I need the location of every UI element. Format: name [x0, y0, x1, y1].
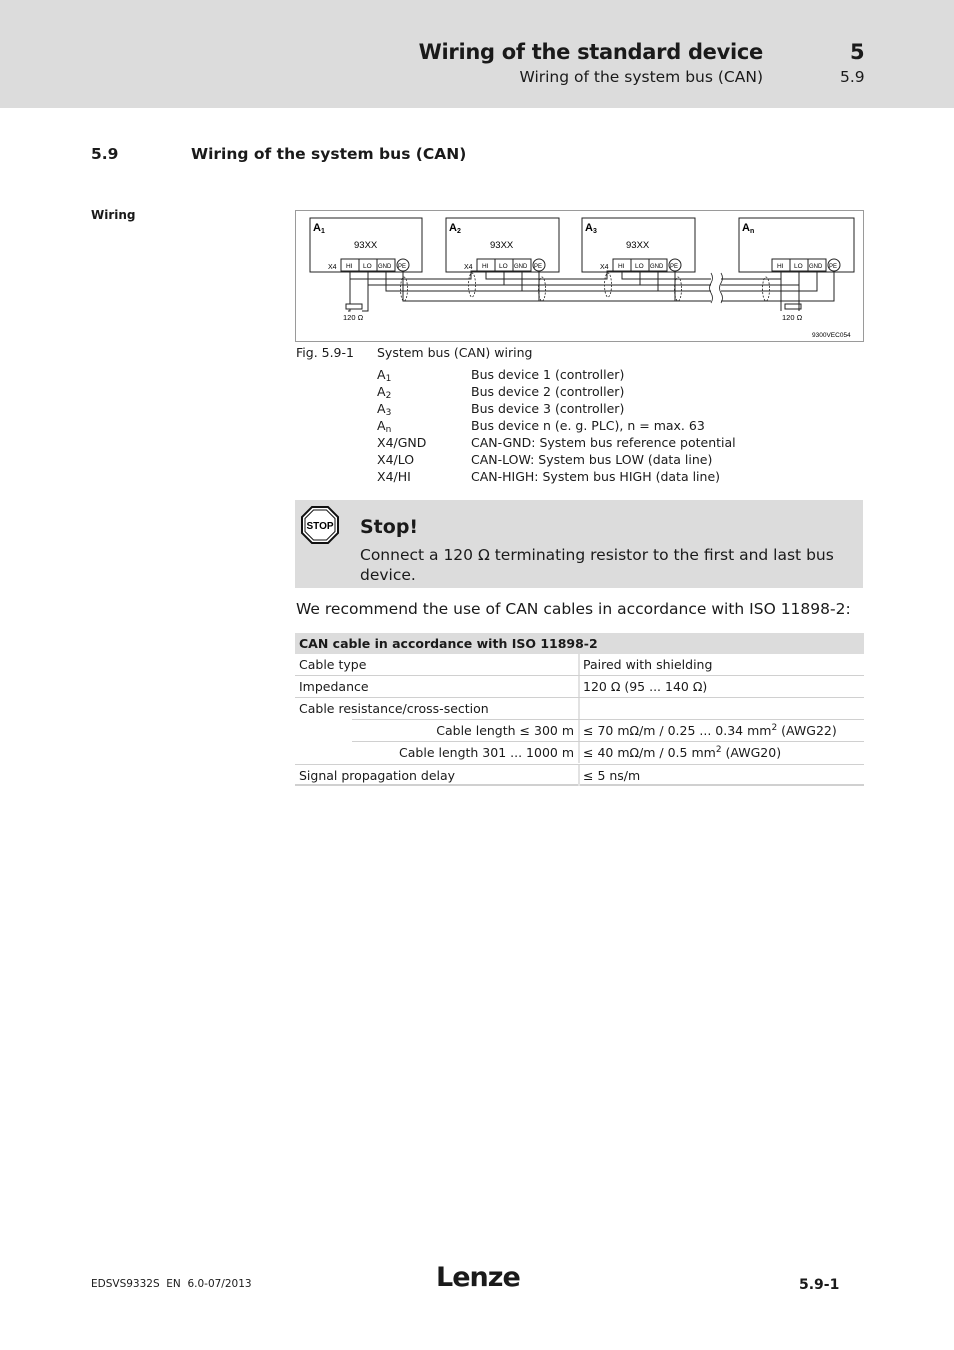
svg-text:PE: PE: [670, 264, 679, 270]
side-label: Wiring: [91, 208, 136, 222]
device-model-a1: 93XX: [354, 240, 378, 251]
svg-text:LO: LO: [635, 263, 644, 270]
figure-caption: System bus (CAN) wiring: [377, 345, 533, 360]
table-cell-value: ≤ 5 ns/m: [583, 768, 641, 783]
header-title: Wiring of the standard device: [418, 40, 763, 64]
header-subtitle: Wiring of the system bus (CAN): [519, 68, 763, 86]
figure-code: 9300VEC054: [812, 332, 851, 339]
table-cell-value: ≤ 40 mΩ/m / 0.5 $mm^2$ (AWG20): [583, 745, 782, 761]
terminating-resistor-first: [346, 279, 368, 311]
legend-symbol: $A_1$: [377, 367, 392, 384]
svg-text:GND: GND: [514, 264, 528, 270]
terminal-block-a2: [477, 259, 545, 271]
table-row: [295, 676, 864, 698]
legend-description: CAN-HIGH: System bus HIGH (data line): [471, 469, 721, 484]
legend-description: CAN-LOW: System bus LOW (data line): [471, 452, 713, 467]
svg-text:LO: LO: [363, 263, 372, 270]
table-cell-name: Cable length ≤ 300 m: [436, 723, 574, 738]
terminating-resistor-last: [781, 279, 801, 311]
footer-document-id: EDSVS9332S EN 6.0-07/2013: [91, 1278, 252, 1290]
terminal-label-a3: X4: [600, 264, 609, 271]
resistor-label-last: 120 Ω: [782, 313, 803, 322]
header-chapter-number: 5: [850, 40, 865, 64]
stop-sign-icon: [301, 506, 339, 544]
footer-page-number: 5.9-1: [799, 1277, 840, 1293]
device-model-a3: 93XX: [626, 240, 650, 251]
svg-text:PE: PE: [829, 264, 838, 270]
legend-symbol: $A_n$: [377, 418, 392, 435]
table-row: [295, 742, 864, 764]
legend-symbol: X4/GND: [377, 435, 427, 450]
table-cell-name: Cable length 301 ... 1000 m: [399, 745, 574, 760]
figure-label: Fig. 5.9-1: [296, 345, 354, 360]
terminal-label-a2: X4: [464, 264, 473, 271]
legend-description: Bus device 1 (controller): [471, 367, 625, 382]
recommendation-text: We recommend the use of CAN cables in accordance with ISO 11898-2:: [296, 600, 851, 618]
table-cell-name: Signal propagation delay: [299, 768, 456, 783]
device-label-a2: A2: [449, 222, 461, 235]
table-row: [295, 764, 864, 786]
table-cell-value: Paired with shielding: [583, 657, 713, 672]
stop-text: Connect a 120 Ω terminating resistor to the first and last bus device.: [360, 546, 834, 584]
legend-symbol: $A_2$: [377, 384, 392, 401]
svg-text:GND: GND: [378, 264, 392, 270]
section-title: Wiring of the system bus (CAN): [191, 145, 467, 163]
legend-description: Bus device 2 (controller): [471, 384, 625, 399]
header-section-number: 5.9: [840, 68, 865, 86]
legend-symbol: X4/HI: [377, 469, 411, 484]
bus-wires: [350, 271, 834, 301]
terminal-label-a1: X4: [328, 264, 337, 271]
can-wiring-diagram: [295, 210, 864, 342]
svg-text:PE: PE: [534, 264, 543, 270]
device-model-a2: 93XX: [490, 240, 514, 251]
svg-text:HI: HI: [618, 263, 625, 270]
table-cell-value: 120 Ω (95 ... 140 Ω): [583, 679, 708, 694]
resistor-label-first: 120 Ω: [343, 313, 364, 322]
table-cell-name: Impedance: [299, 679, 369, 694]
legend-description: Bus device n (e. g. PLC), n = max. 63: [471, 418, 705, 433]
legend-description: Bus device 3 (controller): [471, 401, 625, 416]
lenze-logo: Lenze: [436, 1262, 520, 1293]
device-label-a1: A1: [313, 222, 325, 235]
svg-text:HI: HI: [482, 263, 489, 270]
table-cell-name: Cable resistance/cross-section: [299, 701, 489, 716]
svg-text:GND: GND: [809, 264, 823, 270]
stop-title: Stop!: [360, 516, 419, 538]
table-cell-value: ≤ 70 mΩ/m / 0.25 ... 0.34 $mm^2$ (AWG22): [583, 723, 837, 739]
svg-text:STOP: STOP: [306, 521, 334, 532]
terminal-block-an: [772, 259, 840, 271]
legend-symbol: $A_3$: [377, 401, 392, 418]
section-number: 5.9: [91, 145, 119, 163]
svg-text:PE: PE: [398, 264, 407, 270]
table-row: [295, 654, 864, 676]
svg-text:HI: HI: [777, 263, 784, 270]
device-label-an: An: [742, 222, 755, 235]
svg-text:LO: LO: [499, 263, 508, 270]
table-header: CAN cable in accordance with ISO 11898-2: [295, 633, 864, 654]
svg-text:GND: GND: [650, 264, 664, 270]
legend-symbol: X4/LO: [377, 452, 415, 467]
cable-shields: [401, 273, 770, 301]
table-cell-name: Cable type: [299, 657, 367, 672]
can-cable-table: [295, 633, 864, 786]
legend-description: CAN-GND: System bus reference potential: [471, 435, 736, 450]
table-row: [295, 698, 864, 720]
device-label-a3: A3: [585, 222, 597, 235]
header-band: [0, 0, 954, 108]
table-row: [295, 720, 864, 742]
terminal-block-a3: [613, 259, 681, 271]
svg-text:HI: HI: [346, 263, 353, 270]
stop-warning-box: [295, 500, 863, 588]
cable-break-marks: [710, 273, 723, 303]
svg-text:LO: LO: [794, 263, 803, 270]
terminal-block-a1: [341, 259, 409, 271]
